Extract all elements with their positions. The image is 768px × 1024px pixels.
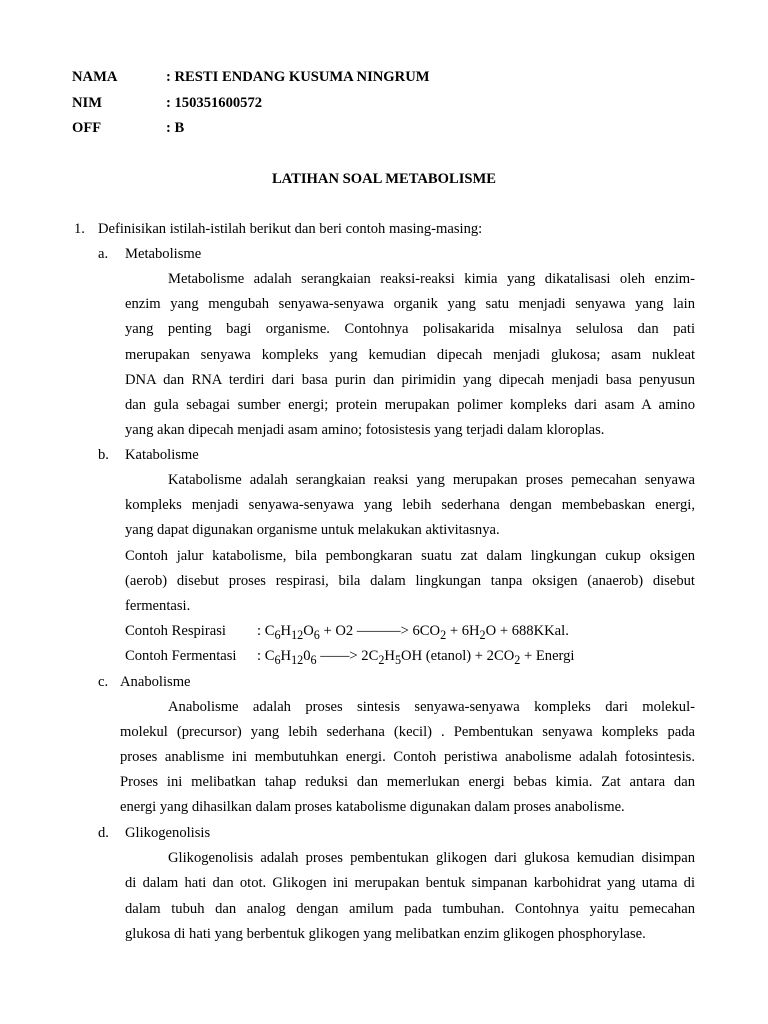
item-c-marker: c. bbox=[98, 674, 109, 690]
item-a-marker: a. bbox=[98, 246, 109, 262]
fermentation-label: Contoh Fermentasi bbox=[125, 648, 237, 664]
item-b-heading: Katabolisme bbox=[125, 447, 199, 463]
header-value-nama: : RESTI ENDANG KUSUMA NINGRUM bbox=[166, 69, 430, 85]
question-text: Definisikan istilah-istilah berikut dan beri contoh masing-masing: bbox=[98, 221, 483, 237]
item-c-line: proses anablisme ini membutuhkan energi. Contoh peristiwa anabolisme adalah fotosintesis. bbox=[120, 749, 695, 765]
item-b-line: Katabolisme adalah serangkaian reaksi yang merupakan proses pemecahan senyawa bbox=[168, 472, 695, 488]
item-a-line: yang akan dipecah menjadi asam amino; fotosistesis yang terjadi dalam kloroplas. bbox=[125, 422, 605, 438]
header-label-off: OFF bbox=[72, 120, 102, 136]
fermentation-equation: : $C_6H_{12}0_6$ ——> $2C_2H_5OH$ (etanol) + $2CO_2$ + Energi bbox=[257, 648, 575, 667]
item-c-line: energi yang dihasilkan dalam proses katabolisme digunakan dalam proses anabolisme. bbox=[120, 799, 625, 815]
header-label-nim: NIM bbox=[72, 95, 102, 111]
item-b-line: fermentasi. bbox=[125, 598, 191, 614]
respiration-equation: : $C_6H_{12}O_6 + O2$ ———> $6CO_2 + 6H_2O$ + 688KKal. bbox=[257, 623, 569, 642]
item-d-marker: d. bbox=[98, 825, 109, 841]
question-number: 1. bbox=[74, 221, 85, 237]
item-c-line: Anabolisme adalah proses sintesis senyawa-senyawa kompleks dari molekul- bbox=[168, 699, 695, 715]
item-b-line: kompleks menjadi senyawa-senyawa yang lebih sederhana dengan membebaskan energi, bbox=[125, 497, 695, 513]
respiration-label: Contoh Respirasi bbox=[125, 623, 226, 639]
item-a-line: merupakan senyawa kompleks yang kemudian dipecah menjadi glukosa; asam nukleat bbox=[125, 347, 695, 363]
header-value-nim: : 150351600572 bbox=[166, 95, 263, 111]
item-c-line: molekul (precursor) yang lebih sederhana (kecil) . Pembentukan senyawa kompleks pada bbox=[120, 724, 695, 740]
item-d-heading: Glikogenolisis bbox=[125, 825, 211, 841]
item-c-heading: Anabolisme bbox=[120, 674, 191, 690]
item-d-line: di dalam hati dan otot. Glikogen ini merupakan bentuk simpanan karbohidrat yang utama di bbox=[125, 875, 695, 891]
item-b-marker: b. bbox=[98, 447, 109, 463]
item-b-line: yang dapat digunakan organisme untuk melakukan aktivitasnya. bbox=[125, 522, 500, 538]
item-b-line: (aerob) disebut proses respirasi, bila dalam lingkungan tanpa oksigen (anaerob) disebut bbox=[125, 573, 695, 589]
header-value-off: : B bbox=[166, 120, 185, 136]
item-a-line: yang penting bagi organisme. Contohnya polisakarida misalnya selulosa dan pati bbox=[125, 321, 695, 337]
item-d-line: Glikogenolisis adalah proses pembentukan glikogen dari glukosa kemudian disimpan bbox=[168, 850, 695, 866]
item-a-line: Metabolisme adalah serangkaian reaksi-reaksi kimia yang dikatalisasi oleh enzim- bbox=[168, 271, 695, 287]
item-b-line: Contoh jalur katabolisme, bila pembongkaran suatu zat dalam lingkungan cukup oksigen bbox=[125, 548, 695, 564]
item-a-line: enzim yang mengubah senyawa-senyawa organik yang satu menjadi senyawa yang lain bbox=[125, 296, 695, 312]
item-a-heading: Metabolisme bbox=[125, 246, 202, 262]
item-d-line: dalam tubuh dan analog dengan amilum pada tumbuhan. Contohnya yaitu pemecahan bbox=[125, 901, 695, 917]
header-label-nama: NAMA bbox=[72, 69, 118, 85]
item-a-line: DNA dan RNA terdiri dari basa purin dan pirimidin yang dipecah menjadi basa penyusun bbox=[125, 372, 695, 388]
page-title: LATIHAN SOAL METABOLISME bbox=[271, 171, 497, 187]
item-c-line: Proses ini melibatkan tahap reduksi dan memerlukan energi bebas kimia. Zat antara dan bbox=[120, 774, 695, 790]
item-d-line: glukosa di hati yang berbentuk glikogen yang melibatkan enzim glikogen phosphorylase. bbox=[125, 926, 646, 942]
item-a-line: dan gula sebagai sumber energi; protein merupakan polimer kompleks dari asam A amino bbox=[125, 397, 695, 413]
